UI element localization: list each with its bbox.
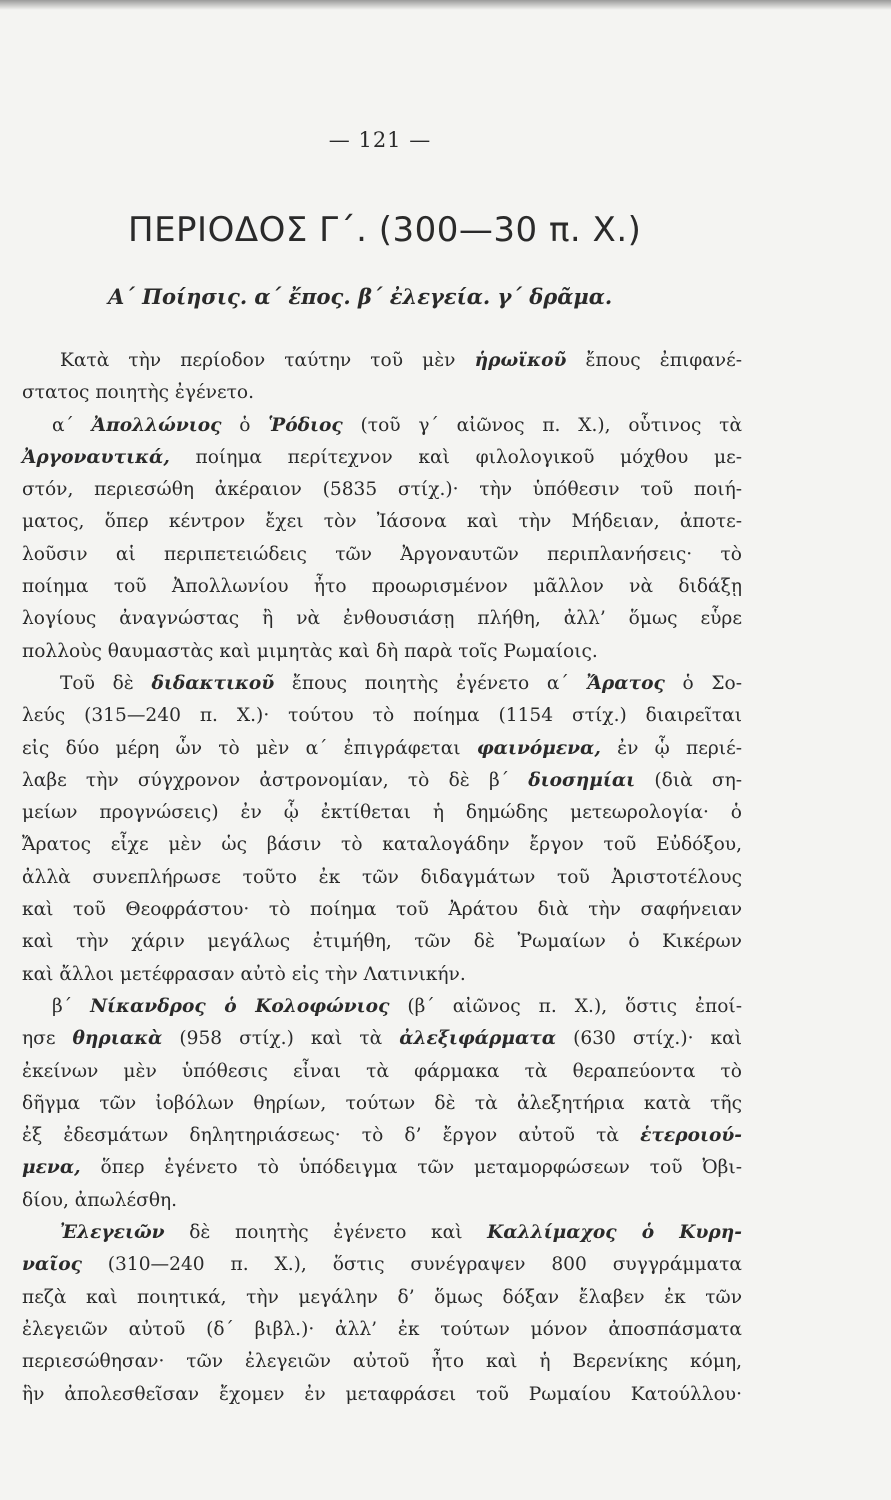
text-line [22,1152,742,1184]
emphasized-term: ἑτεροιού- [640,1125,742,1147]
emphasized-term: ἀλεξιφάρματα [399,1028,557,1050]
text-line [22,1314,742,1346]
text-segment: ἐλεγειῶν αὐτοῦ (δ΄ βιβλ.)· ἀλλ’ ἐκ τούτων μόνον ἀποσπάσματα [22,1318,742,1340]
text-line [22,1282,742,1314]
text-segment: (τοῦ γ΄ αἰῶνος π. Χ.), οὗτινος τὰ [342,414,742,436]
emphasized-term: Νίκανδρος ὁ Κολοφώνιος [90,995,390,1017]
text-line [22,377,742,409]
text-line [22,862,742,894]
text-line [22,668,742,700]
text-segment: ματος, ὅπερ κέντρον ἔχει τὸν Ἰάσονα καὶ τὴν Μήδειαν, ἀποτε- [22,511,742,533]
text-line [22,733,742,765]
text-segment: στατος ποιητὴς ἐγένετο. [22,382,254,404]
text-segment: ἔπους ἐπιφανέ- [566,350,743,371]
page-number: — 121 — [328,128,432,152]
text-segment: μείων προγνώσεις) ἐν ᾧ ἐκτίθεται ἡ δημώδης μετεωρολογία· ὁ [22,802,742,824]
text-segment: ησε [22,1028,73,1050]
emphasized-term: Ῥόδιος [268,414,343,436]
text-segment: (β΄ αἰῶνος π. Χ.), ὅστις ἐποί- [389,995,742,1017]
text-segment: ὅπερ ἐγένετο τὸ ὑπόδειγμα τῶν μεταμορφώσεων τοῦ Ὀβι- [80,1157,742,1179]
text-line [22,571,742,603]
emphasized-term: ἡρωϊκοῦ [474,350,567,371]
text-line [22,1056,742,1088]
emphasized-term: διδακτικοῦ [151,672,275,694]
text-segment: λαβε τὴν σύγχρονον ἀστρονομίαν, τὸ δὲ β΄ [22,769,529,791]
body-text [22,345,742,1411]
text-segment: ποίημα τοῦ Ἀπολλωνίου ἦτο προωρισμένον μᾶλλον νὰ διδάξῃ [22,576,742,598]
text-line [22,829,742,861]
text-segment: ἀλλὰ συνεπλήρωσε τοῦτο ἐκ τῶν διδαγμάτων τοῦ Ἀριστοτέλους [22,866,742,888]
text-segment: ὁ Σο- [664,672,742,694]
text-segment: ἐν ᾧ περιέ- [600,737,743,759]
text-line [22,636,742,668]
text-line [22,474,742,506]
text-segment: δὲ ποιητὴς ἐγένετο καὶ [164,1222,488,1244]
text-line [22,1217,742,1249]
text-segment: Τοῦ δὲ [60,672,152,694]
section-subtitle: Α΄ Ποίησις. α΄ ἔπος. β΄ ἐλεγεία. γ΄ δρᾶμα. [108,284,613,309]
text-line [22,410,742,442]
text-line [22,442,742,474]
text-segment: ποίημα περίτεχνον καὶ φιλολογικοῦ μόχθου με- [169,446,742,468]
text-line [22,1249,742,1281]
text-segment: λοῦσιν αἱ περιπετειώδεις τῶν Ἀργοναυτῶν περιπλανήσεις· τὸ [22,543,742,565]
text-segment: (310—240 π. Χ.), ὅστις συνέγραψεν 800 συγγράμματα [81,1254,742,1276]
text-segment: λεύς (315—240 π. Χ.)· τούτου τὸ ποίημα (1154 στίχ.) διαιρεῖται [22,705,742,727]
text-segment: (958 στίχ.) καὶ τὰ [162,1028,400,1050]
text-line [22,959,742,991]
text-segment: (διὰ ση- [635,769,742,791]
emphasized-term: διοσημίαι [528,769,636,791]
text-line [22,1120,742,1152]
text-segment: πεζὰ καὶ ποιητικά, τὴν μεγάλην δ’ ὅμως δόξαν ἔλαβεν ἐκ τῶν [22,1286,742,1308]
text-line [22,700,742,732]
text-line [22,1379,742,1411]
emphasized-term: Ἐλεγειῶν [60,1222,165,1244]
text-segment: εἰς δύο μέρη ὧν τὸ μὲν α΄ ἐπιγράφεται [22,737,477,759]
emphasized-term: θηριακὰ [72,1028,163,1050]
text-line [22,1088,742,1120]
text-segment: (630 στίχ.)· καὶ [556,1028,742,1050]
text-line [22,603,742,635]
text-segment: ἔπους ποιητὴς ἐγένετο α΄ [274,672,587,694]
emphasized-term: μενα, [22,1157,81,1179]
emphasized-term: Ἄρατος [586,672,665,694]
text-line [22,1346,742,1378]
text-segment: Κατὰ τὴν περίοδον ταύτην τοῦ μὲν [60,350,475,371]
text-segment: καὶ τοῦ Θεοφράστου· τὸ ποίημα τοῦ Ἀράτου διὰ τὴν σαφήνειαν [22,899,742,921]
text-line [22,991,742,1023]
text-line [22,345,742,377]
text-segment: λογίους ἀναγνώστας ἢ νὰ ἐνθουσιάσῃ πλήθη, ἀλλ’ ὅμως εὗρε [22,608,742,630]
text-line [22,539,742,571]
text-line [22,926,742,958]
emphasized-term: Καλλίμαχος ὁ Κυρη- [487,1222,742,1244]
emphasized-term: ναῖος [22,1254,82,1276]
text-segment: δίου, ἀπωλέσθη. [22,1189,178,1211]
text-line [22,797,742,829]
text-line [22,765,742,797]
emphasized-term: Ἀπολλώνιος [91,414,222,436]
text-line [22,1185,742,1217]
text-segment: πολλοὺς θαυμαστὰς καὶ μιμητὰς καὶ δὴ παρὰ τοῖς Ρωμαίοις. [22,640,598,662]
text-segment: ὁ [221,414,269,436]
text-segment: ἐκείνων μὲν ὑπόθεσις εἶναι τὰ φάρμακα τὰ θεραπεύοντα τὸ [22,1060,742,1082]
text-segment: καὶ τὴν χάριν μεγάλως ἐτιμήθη, τῶν δὲ Ῥωμαίων ὁ Κικέρων [22,931,742,953]
text-segment: β΄ [52,995,91,1017]
text-line [22,1023,742,1055]
text-segment: ἣν ἀπολεσθεῖσαν ἔχομεν ἐν μεταφράσει τοῦ Ρωμαίου Κατούλλου· [22,1383,742,1405]
text-segment: Ἄρατος εἶχε μὲν ὡς βάσιν τὸ καταλογάδην ἔργον τοῦ Εὐδόξου, [22,834,742,856]
text-segment: δῆγμα τῶν ἰοβόλων θηρίων, τούτων δὲ τὰ ἀλεξητήρια κατὰ τῆς [22,1092,742,1114]
period-title: ΠΕΡΙΟΔΟΣ Γ΄. (300—30 π. Χ.) [128,210,642,250]
text-line [22,894,742,926]
text-segment: καὶ ἄλλοι μετέφρασαν αὐτὸ εἰς τὴν Λατινικήν. [22,963,466,985]
emphasized-term: φαινόμενα, [476,737,601,759]
emphasized-term: Ἀργοναυτικά, [22,446,170,468]
text-line [22,506,742,538]
text-segment: ἐξ ἐδεσμάτων δηλητηριάσεως· τὸ δ’ ἔργον αὐτοῦ τὰ [22,1125,641,1147]
text-segment: α΄ [52,414,92,436]
text-segment: περιεσώθησαν· τῶν ἐλεγειῶν αὐτοῦ ἦτο καὶ ἡ Βερενίκης κόμη, [22,1351,742,1373]
text-segment: στόν, περιεσώθη ἀκέραιον (5835 στίχ.)· τὴν ὑπόθεσιν τοῦ ποιή- [22,479,742,501]
